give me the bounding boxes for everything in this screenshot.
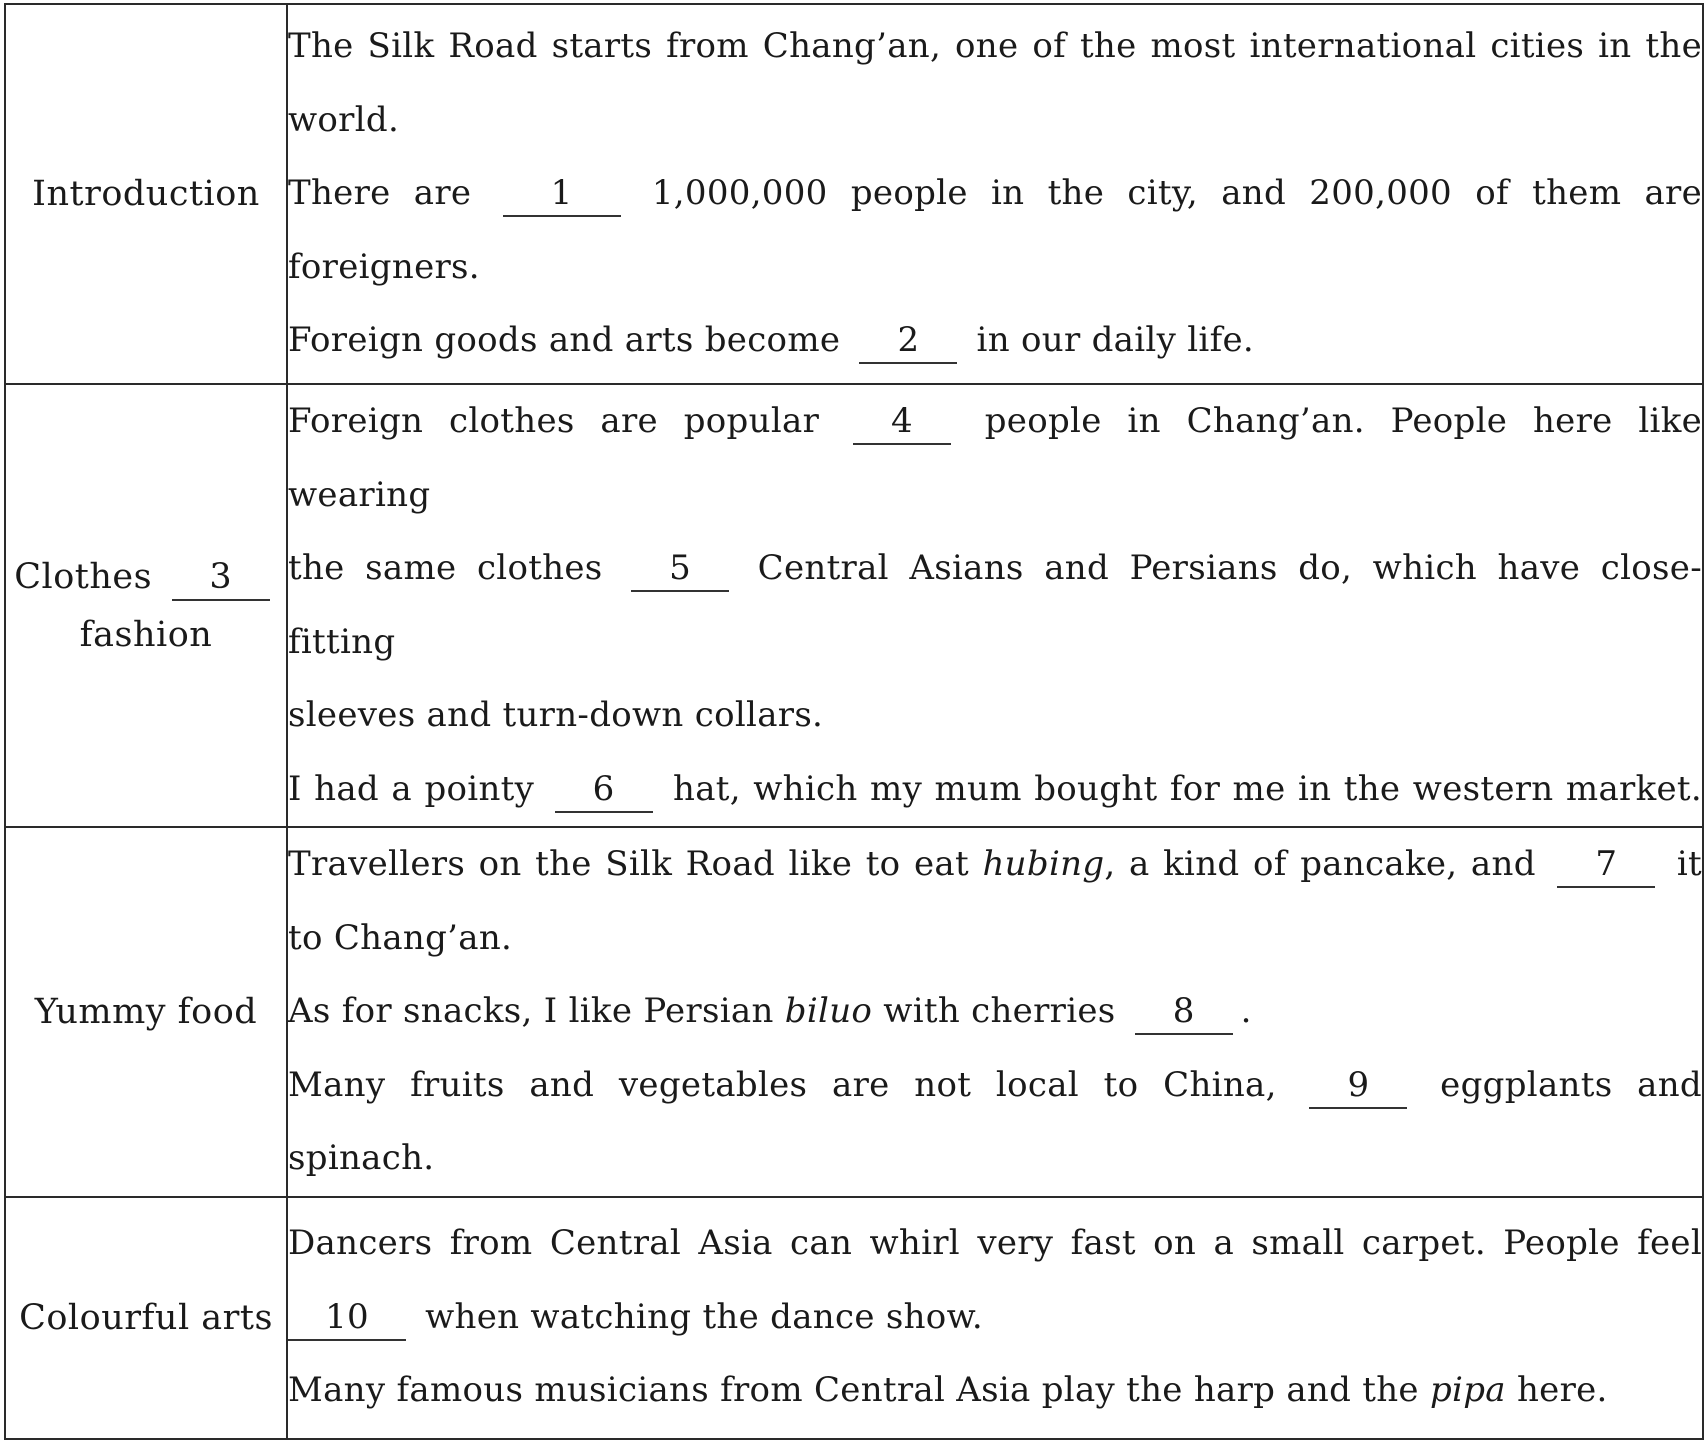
text-line: The Silk Road starts from Chang’an, one of the most international cities in the bbox=[288, 26, 1702, 67]
text-fragment: . bbox=[1240, 991, 1252, 1031]
text-line bbox=[288, 532, 1702, 679]
text-line bbox=[288, 1049, 1702, 1196]
text-line: foreigners. bbox=[288, 246, 480, 287]
text-line: Dancers from Central Asia can whirl very fast on a small carpet. People feel bbox=[288, 1223, 1702, 1264]
blank-1[interactable]: 1 bbox=[503, 171, 621, 217]
row-label-introduction bbox=[5, 4, 287, 384]
text-fragment: As for snacks, I like Persian bbox=[288, 991, 774, 1031]
text-fragment: I had a pointy bbox=[288, 768, 535, 809]
text-fragment: Central Asians and Persians do, which have close-fitting bbox=[288, 548, 1702, 662]
blank-5[interactable]: 5 bbox=[631, 546, 729, 592]
text-fragment: , a kind of pancake, and bbox=[1104, 844, 1536, 884]
row-content-food bbox=[287, 827, 1703, 1197]
label-line bbox=[6, 548, 286, 606]
row-label-food bbox=[5, 827, 287, 1197]
text-line: to Chang’an. bbox=[288, 917, 513, 958]
text-line bbox=[288, 753, 1702, 827]
italic-term: biluo bbox=[784, 991, 873, 1031]
label-text: fashion bbox=[79, 614, 213, 655]
text-line: world. bbox=[288, 99, 400, 140]
blank-3[interactable]: 3 bbox=[172, 555, 270, 601]
row-content-arts bbox=[287, 1197, 1703, 1439]
table-row-food bbox=[5, 827, 1703, 1197]
text-line bbox=[288, 157, 1702, 231]
italic-term: pipa bbox=[1429, 1370, 1506, 1411]
text-fragment: Foreign goods and arts become bbox=[288, 320, 841, 361]
label-text: Clothes bbox=[14, 556, 153, 597]
text-fragment: it bbox=[1676, 844, 1703, 884]
text-fragment: in our daily life. bbox=[976, 320, 1254, 361]
text-fragment: There are bbox=[288, 173, 472, 214]
text-line bbox=[288, 385, 1702, 532]
text-fragment: the same clothes bbox=[288, 548, 603, 588]
blank-8[interactable]: 8 bbox=[1135, 989, 1233, 1035]
blank-9[interactable]: 9 bbox=[1309, 1063, 1407, 1109]
text-line bbox=[288, 828, 1702, 902]
row-label-clothes bbox=[5, 384, 287, 827]
blank-6[interactable]: 6 bbox=[555, 767, 653, 813]
text-line: sleeves and turn-down collars. bbox=[288, 695, 824, 735]
text-fragment: 1,000,000 people in the city, and 200,000 of them are bbox=[651, 173, 1703, 214]
table-row-introduction bbox=[5, 4, 1703, 384]
text-fragment: Many fruits and vegetables are not local to China, bbox=[288, 1064, 1277, 1105]
row-content-clothes bbox=[287, 384, 1703, 827]
label-text: Yummy food bbox=[34, 991, 258, 1032]
text-line bbox=[288, 1281, 1702, 1355]
text-fragment: with cherries bbox=[883, 991, 1116, 1031]
text-fragment: when watching the dance show. bbox=[425, 1296, 984, 1337]
row-label-arts bbox=[5, 1197, 287, 1439]
label-text: Colourful arts bbox=[19, 1297, 273, 1338]
blank-10[interactable]: 10 bbox=[288, 1295, 406, 1341]
table-row-clothes bbox=[5, 384, 1703, 827]
row-content-introduction bbox=[287, 4, 1703, 384]
blank-4[interactable]: 4 bbox=[853, 399, 951, 445]
blank-2[interactable]: 2 bbox=[859, 318, 957, 364]
text-line bbox=[288, 1354, 1702, 1428]
text-fragment: Foreign clothes are popular bbox=[288, 401, 820, 441]
label-text: Introduction bbox=[32, 174, 260, 214]
text-fragment: here. bbox=[1516, 1370, 1608, 1411]
italic-term: hubing bbox=[982, 844, 1105, 884]
text-fragment: hat, which my mum bought for me in the western market. bbox=[673, 768, 1702, 809]
text-line bbox=[288, 975, 1702, 1049]
table-row-arts bbox=[5, 1197, 1703, 1439]
text-line bbox=[288, 304, 1702, 378]
text-fragment: Many famous musicians from Central Asia play the harp and the bbox=[288, 1370, 1419, 1411]
reading-table bbox=[4, 3, 1704, 1440]
blank-7[interactable]: 7 bbox=[1557, 842, 1655, 888]
text-fragment: people in Chang’an. People here like wearing bbox=[288, 401, 1703, 515]
text-fragment: eggplants and spinach. bbox=[288, 1064, 1702, 1178]
text-fragment: Travellers on the Silk Road like to eat bbox=[288, 844, 969, 884]
